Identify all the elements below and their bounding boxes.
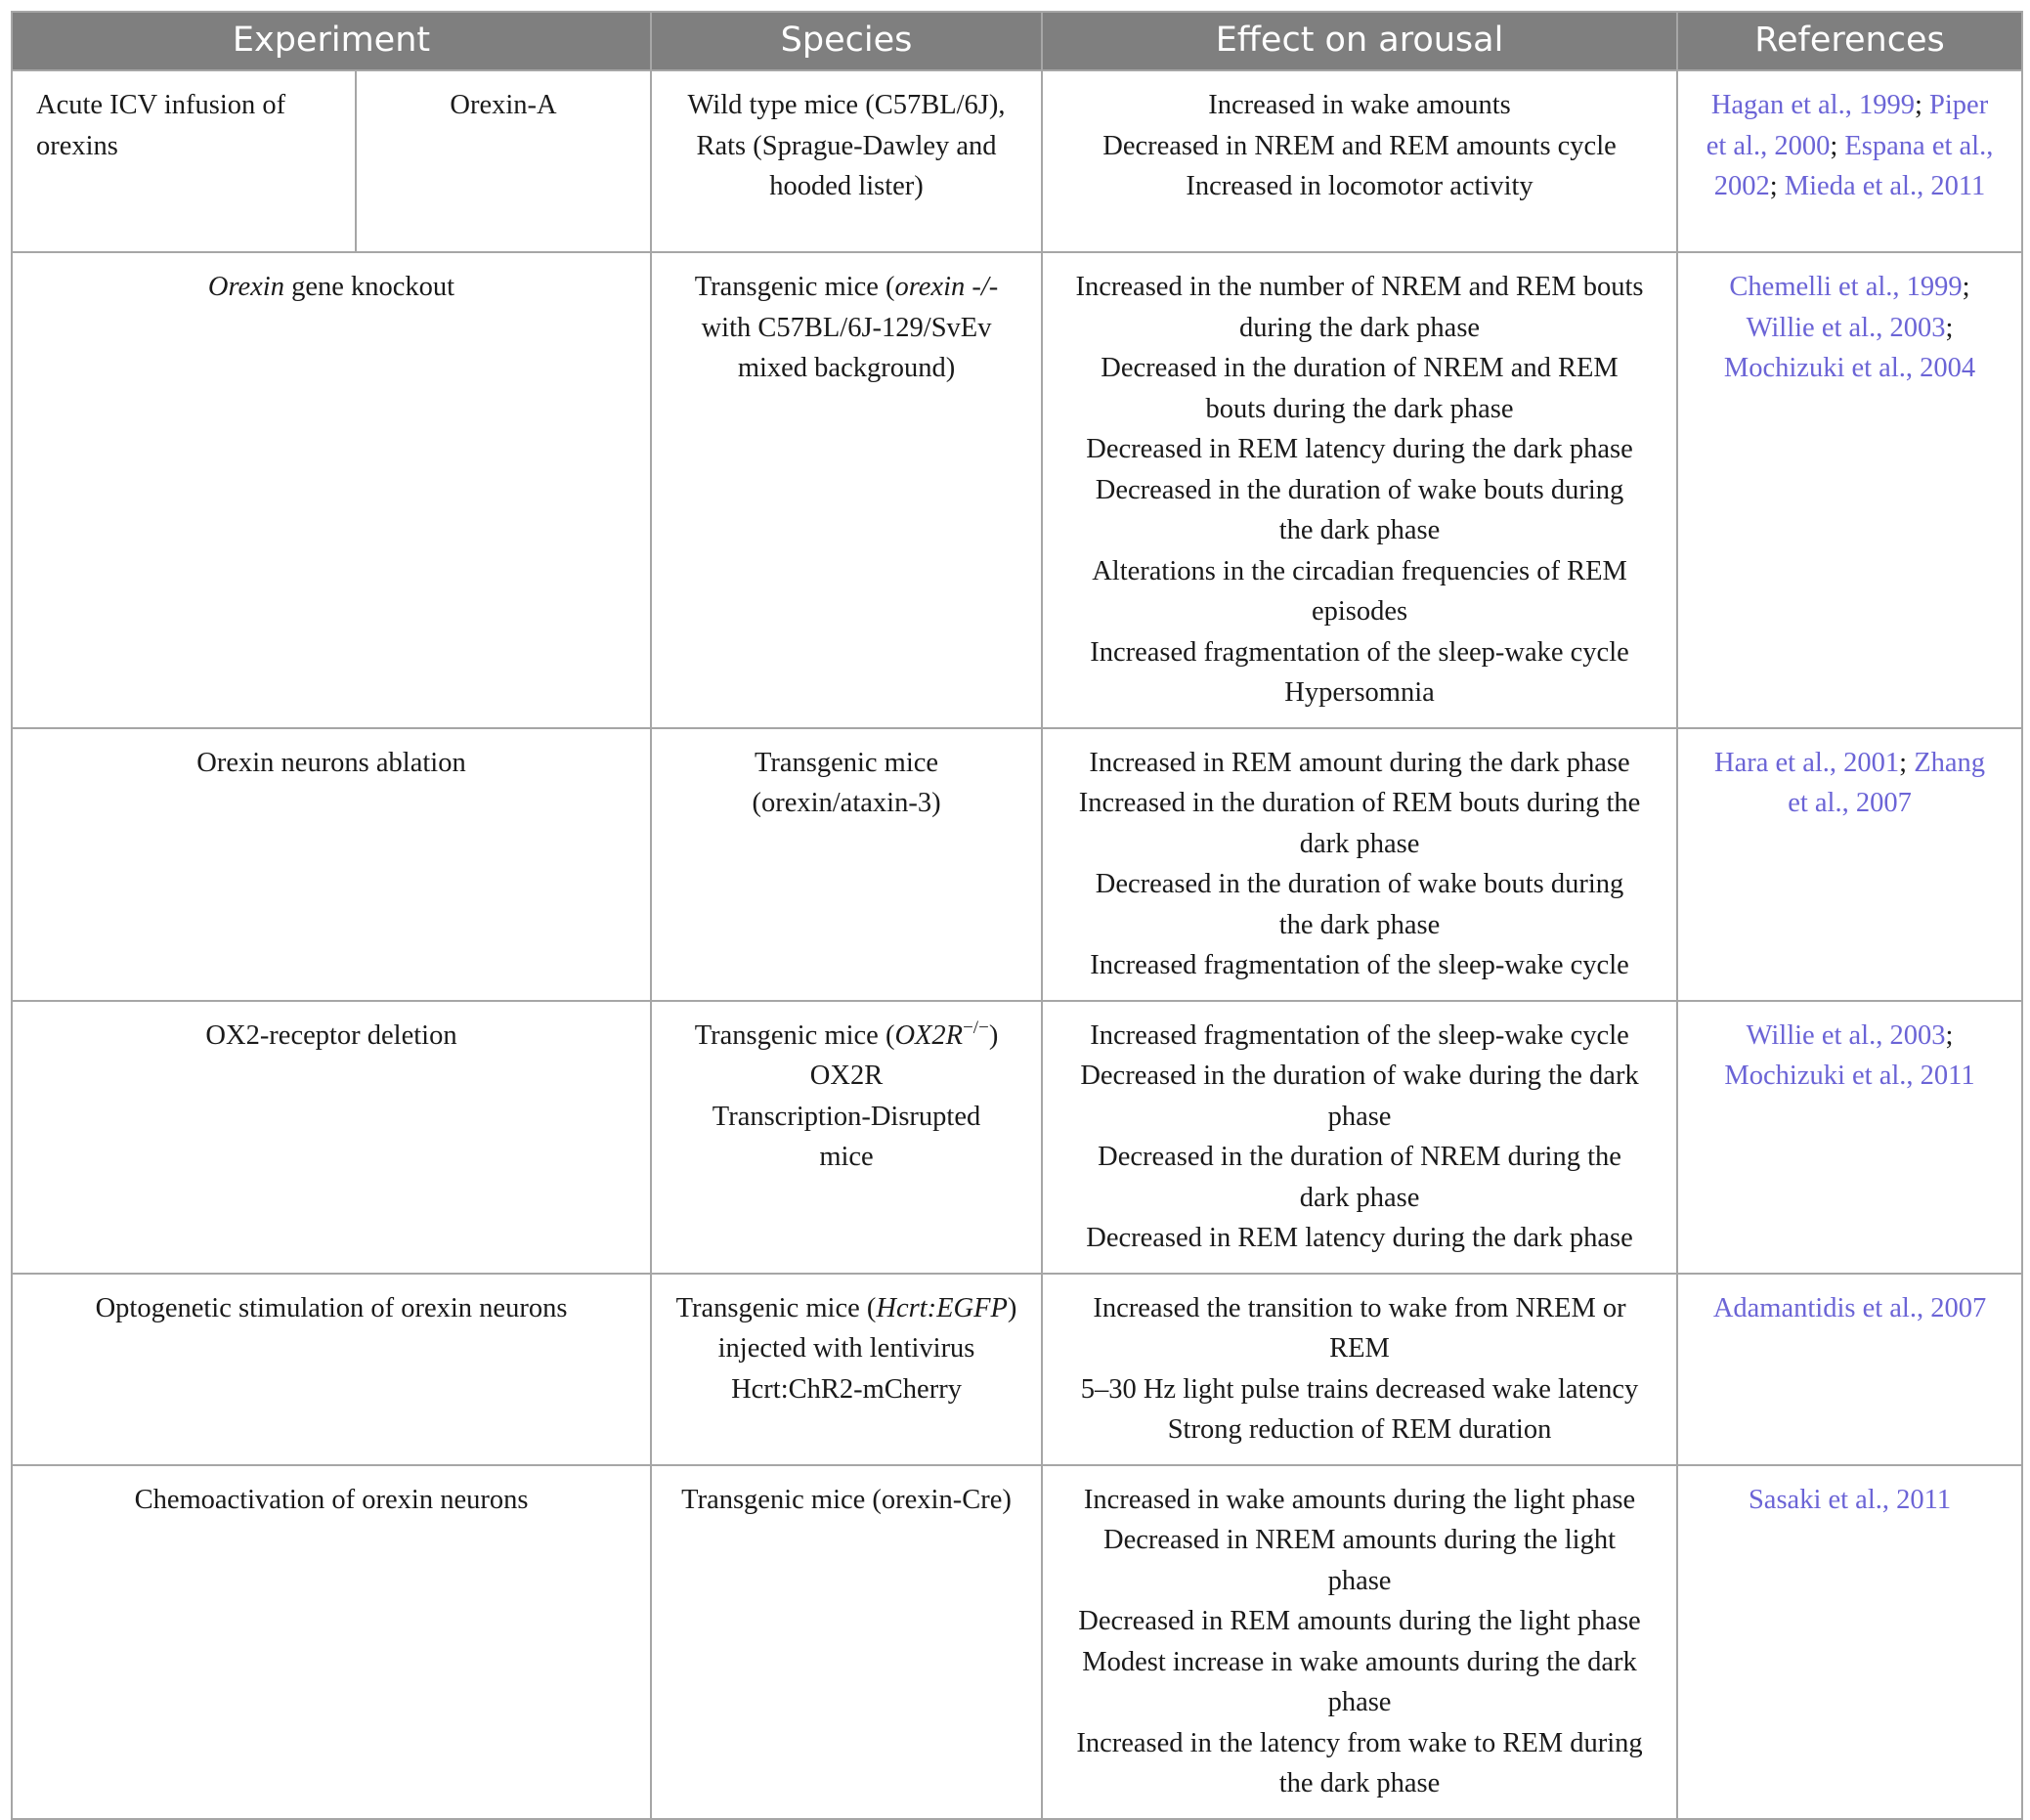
references-cell (1677, 1001, 2022, 1274)
reference-line (1694, 1056, 2006, 1097)
experiment-cell: Acute ICV infusion of orexins (12, 70, 356, 252)
reference-link[interactable]: Chemelli et al., 1999 (1729, 272, 1963, 302)
text-line: Increased in the latency from wake to REM during (1076, 1727, 1643, 1758)
text-line: Decreased in the duration of wake bouts during (1095, 474, 1624, 505)
species-cell (651, 1274, 1042, 1465)
text-line: Strong reduction of REM duration (1167, 1414, 1552, 1445)
text-line: Increased fragmentation of the sleep-wake cycle (1090, 1019, 1629, 1051)
text-line: Increased fragmentation of the sleep-wake cycle (1090, 636, 1629, 668)
header-effect: Effect on arousal (1042, 12, 1677, 70)
text-line: Alterations in the circadian frequencies of REM (1092, 555, 1627, 586)
species-cell (651, 728, 1042, 1001)
header-row (12, 12, 2022, 70)
experiment-cell: Chemoactivation of orexin neurons (12, 1465, 651, 1819)
text-line: bouts during the dark phase (1205, 393, 1514, 424)
reference-link[interactable]: Hagan et al., 1999 (1710, 90, 1915, 120)
reference-separator: ; (1769, 171, 1785, 201)
text-line: Increased in the number of NREM and REM bouts (1075, 272, 1644, 302)
text-line: mice (819, 1142, 874, 1172)
species-superscript: −/− (963, 1017, 989, 1038)
species-italic: Hcrt:EGFP (876, 1292, 1008, 1323)
text-line: 5–30 Hz light pulse trains decreased wake latency (1080, 1373, 1639, 1405)
experiment-rest: gene knockout (283, 272, 455, 302)
reference-separator: ; (1962, 272, 1970, 302)
reference-link[interactable]: Espana et al., (1844, 130, 1994, 161)
text-line: Increased in wake amounts during the light phase (1083, 1484, 1636, 1515)
reference-line (1694, 1016, 2006, 1057)
species-text: ) (1007, 1292, 1017, 1323)
effect-cell (1042, 728, 1677, 1001)
text-line: Decreased in REM latency during the dark phase (1086, 434, 1633, 464)
species-text: ) (988, 1019, 999, 1051)
table-row (12, 1465, 2022, 1819)
experiment-cell (12, 252, 651, 728)
text-line: phase (1327, 1565, 1392, 1596)
text-line: Decreased in NREM amounts during the light (1103, 1525, 1616, 1555)
reference-link[interactable]: Adamantidis et al., 2007 (1712, 1292, 1987, 1323)
text-line: Decreased in REM amounts during the light phase (1078, 1606, 1641, 1636)
text-line: Increased in REM amount during the dark phase (1089, 747, 1630, 778)
header-species: Species (651, 12, 1042, 70)
reference-separator: ; (1945, 312, 1954, 343)
reference-separator: ; (1830, 130, 1845, 161)
text-line: Decreased in the duration of NREM and REM (1101, 353, 1619, 383)
experiment-cell: Optogenetic stimulation of orexin neurons (12, 1274, 651, 1465)
species-line (668, 1016, 1025, 1057)
species-cell (651, 1465, 1042, 1819)
reference-separator: ; (1914, 90, 1930, 120)
reference-link[interactable]: Zhang (1914, 747, 1986, 778)
text-line: Increased in locomotor activity (1186, 171, 1533, 201)
text-line: Hcrt:ChR2-mCherry (731, 1373, 962, 1405)
text-line: during the dark phase (1238, 312, 1481, 343)
reference-link[interactable]: Willie et al., 2003 (1746, 1019, 1946, 1051)
header-experiment: Experiment (12, 12, 651, 70)
references-cell (1677, 1274, 2022, 1465)
text-line: Decreased in NREM and REM amounts cycle (1102, 130, 1617, 161)
species-cell (651, 252, 1042, 728)
text-line: the dark phase (1278, 909, 1441, 940)
text-line: Increased in the duration of REM bouts during the (1078, 788, 1641, 818)
reference-line (1694, 783, 2006, 824)
reference-link[interactable]: Mochizuki et al., 2004 (1723, 353, 1976, 383)
reference-line (1694, 1480, 2006, 1521)
reference-link[interactable]: et al., 2000 (1706, 130, 1831, 161)
references-cell (1677, 252, 2022, 728)
table-row (12, 728, 2022, 1001)
reference-line (1694, 267, 2006, 308)
reference-link[interactable]: Willie et al., 2003 (1746, 312, 1946, 343)
effect-cell (1042, 70, 1677, 252)
reference-link[interactable]: Sasaki et al., 2011 (1748, 1484, 1952, 1515)
text-line: the dark phase (1278, 515, 1441, 545)
reference-link[interactable]: et al., 2007 (1788, 788, 1912, 818)
species-lines (668, 1328, 1025, 1409)
species-line: with C57BL/6J-129/SvEv (701, 312, 992, 343)
species-line (668, 267, 1025, 308)
text-line: injected with lentivirus (717, 1333, 975, 1364)
text-line: Transcription-Disrupted (712, 1101, 981, 1132)
text-line: Hypersomnia (1284, 677, 1435, 708)
species-lines (668, 1056, 1025, 1178)
references-cell (1677, 70, 2022, 252)
table-row (12, 70, 2022, 252)
reference-separator: ; (1899, 747, 1915, 778)
table-row (12, 252, 2022, 728)
reference-separator: ; (1945, 1019, 1954, 1051)
reference-line (1694, 1288, 2006, 1329)
text-line: Modest increase in wake amounts during the dark (1082, 1646, 1637, 1677)
species-line: mixed background) (737, 353, 956, 383)
reference-line (1694, 348, 2006, 389)
reference-link[interactable]: 2002 (1713, 171, 1770, 201)
reference-link[interactable]: Mochizuki et al., 2011 (1724, 1061, 1975, 1091)
text-line: Decreased in the duration of wake bouts during (1095, 869, 1624, 899)
text-line: Transgenic mice (orexin-Cre) (681, 1484, 1012, 1515)
reference-link[interactable]: Piper (1929, 90, 1989, 120)
effect-cell (1042, 1465, 1677, 1819)
reference-line (1694, 166, 2006, 207)
header-references: References (1677, 12, 2022, 70)
reference-line (1694, 85, 2006, 126)
table-row (12, 1274, 2022, 1465)
experiment-italic: Orexin (207, 272, 284, 302)
references-cell (1677, 728, 2022, 1001)
text-line: Transgenic mice (754, 747, 939, 778)
text-line: (orexin/ataxin-3) (752, 788, 941, 818)
text-line: Increased fragmentation of the sleep-wake cycle (1090, 950, 1629, 980)
species-italic: OX2R (894, 1019, 964, 1051)
text-line: dark phase (1299, 828, 1420, 859)
text-line: phase (1327, 1687, 1392, 1717)
text-line: Decreased in the duration of NREM during the (1098, 1142, 1621, 1172)
text-line: Wild type mice (C57BL/6J), (687, 90, 1006, 120)
table-row (12, 1001, 2022, 1274)
text-line: REM (1329, 1333, 1390, 1364)
experiment-sub-cell: Orexin-A (356, 70, 651, 252)
species-cell (651, 70, 1042, 252)
text-line: dark phase (1299, 1182, 1420, 1213)
species-line (668, 1288, 1025, 1329)
text-line: OX2R (809, 1061, 884, 1091)
text-line: episodes (1311, 596, 1408, 627)
reference-line (1694, 308, 2006, 349)
experiment-cell: Orexin neurons ablation (12, 728, 651, 1001)
text-line: Rats (Sprague-Dawley and (696, 130, 997, 161)
species-italic: orexin -/- (894, 272, 999, 302)
effect-cell (1042, 1001, 1677, 1274)
effect-cell (1042, 1274, 1677, 1465)
reference-line (1694, 126, 2006, 167)
effect-cell (1042, 252, 1677, 728)
species-text: Transgenic mice ( (675, 1292, 877, 1323)
species-text: Transgenic mice ( (694, 1019, 895, 1051)
data-table (11, 11, 2023, 1820)
experiment-cell: OX2-receptor deletion (12, 1001, 651, 1274)
reference-link[interactable]: Mieda et al., 2011 (1784, 171, 1986, 201)
text-line: the dark phase (1278, 1768, 1441, 1798)
text-line: Decreased in REM latency during the dark phase (1086, 1223, 1633, 1253)
text-line: hooded lister) (769, 171, 924, 201)
text-line: Increased the transition to wake from NREM or (1093, 1292, 1626, 1323)
references-cell (1677, 1465, 2022, 1819)
reference-line (1694, 743, 2006, 784)
text-line: phase (1327, 1101, 1392, 1132)
reference-link[interactable]: Hara et al., 2001 (1714, 747, 1900, 778)
text-line: Increased in wake amounts (1208, 90, 1511, 120)
text-line: Decreased in the duration of wake during the dark (1080, 1061, 1639, 1091)
species-cell (651, 1001, 1042, 1274)
species-text: Transgenic mice ( (694, 272, 895, 302)
